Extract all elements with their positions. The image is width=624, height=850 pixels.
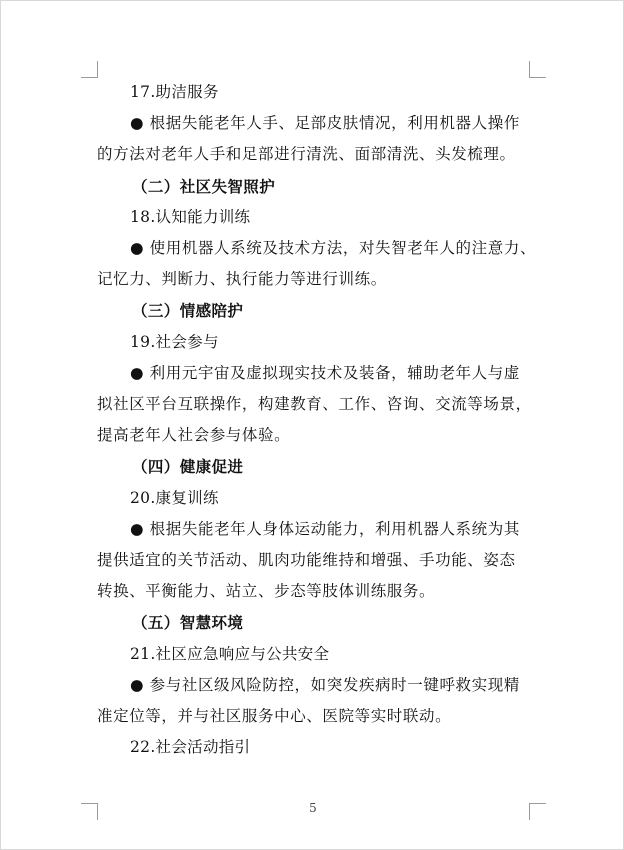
page-body [97,77,537,763]
section-heading: （三）情感陪护 [132,301,244,321]
bullet-paragraph-line: ● 根据失能老年人手、足部皮肤情况，利用机器人操作 [130,114,520,133]
item-title: 20.康复训练 [130,488,219,507]
paragraph-line: 的方法对老年人手和足部进行清洗、面部清洗、头发梳理。 [97,145,516,164]
paragraph-line: 拟社区平台互联操作，构建教育、工作、咨询、交流等场景， [97,395,532,414]
item-title: 21.社区应急响应与公共安全 [130,644,330,663]
section-heading: （四）健康促进 [132,457,244,477]
section-heading: （五）智慧环境 [132,613,244,633]
paragraph-line: 提供适宜的关节活动、肌肉功能维持和增强、手功能、姿态 [97,551,516,570]
page-number: 5 [309,801,317,815]
crop-mark-top-left [81,61,98,78]
item-title: 19.社会参与 [130,332,219,351]
paragraph-line: 记忆力、判断力、执行能力等进行训练。 [97,270,387,289]
item-title: 17.助洁服务 [130,83,219,101]
paragraph-line: 转换、平衡能力、站立、步态等肢体训练服务。 [97,582,436,601]
bullet-paragraph-line: ● 参与社区级风险防控，如突发疾病时一键呼救实现精 [130,675,520,694]
item-title: 22.社会活动指引 [130,738,251,757]
bullet-paragraph-line: ● 使用机器人系统及技术方法，对失智老年人的注意力、 [130,239,537,258]
bullet-paragraph-line: ● 利用元宇宙及虚拟现实技术及装备，辅助老年人与虚 [130,363,520,382]
paragraph-line: 准定位等，并与社区服务中心、医院等实时联动。 [97,707,452,726]
bullet-paragraph-line: ● 根据失能老年人身体运动能力，利用机器人系统为其 [130,519,520,538]
paragraph-line: 提高老年人社会参与体验。 [97,426,291,445]
crop-mark-top-right [529,61,546,78]
section-heading: （二）社区失智照护 [132,176,276,196]
item-title: 18.认知能力训练 [130,207,251,226]
